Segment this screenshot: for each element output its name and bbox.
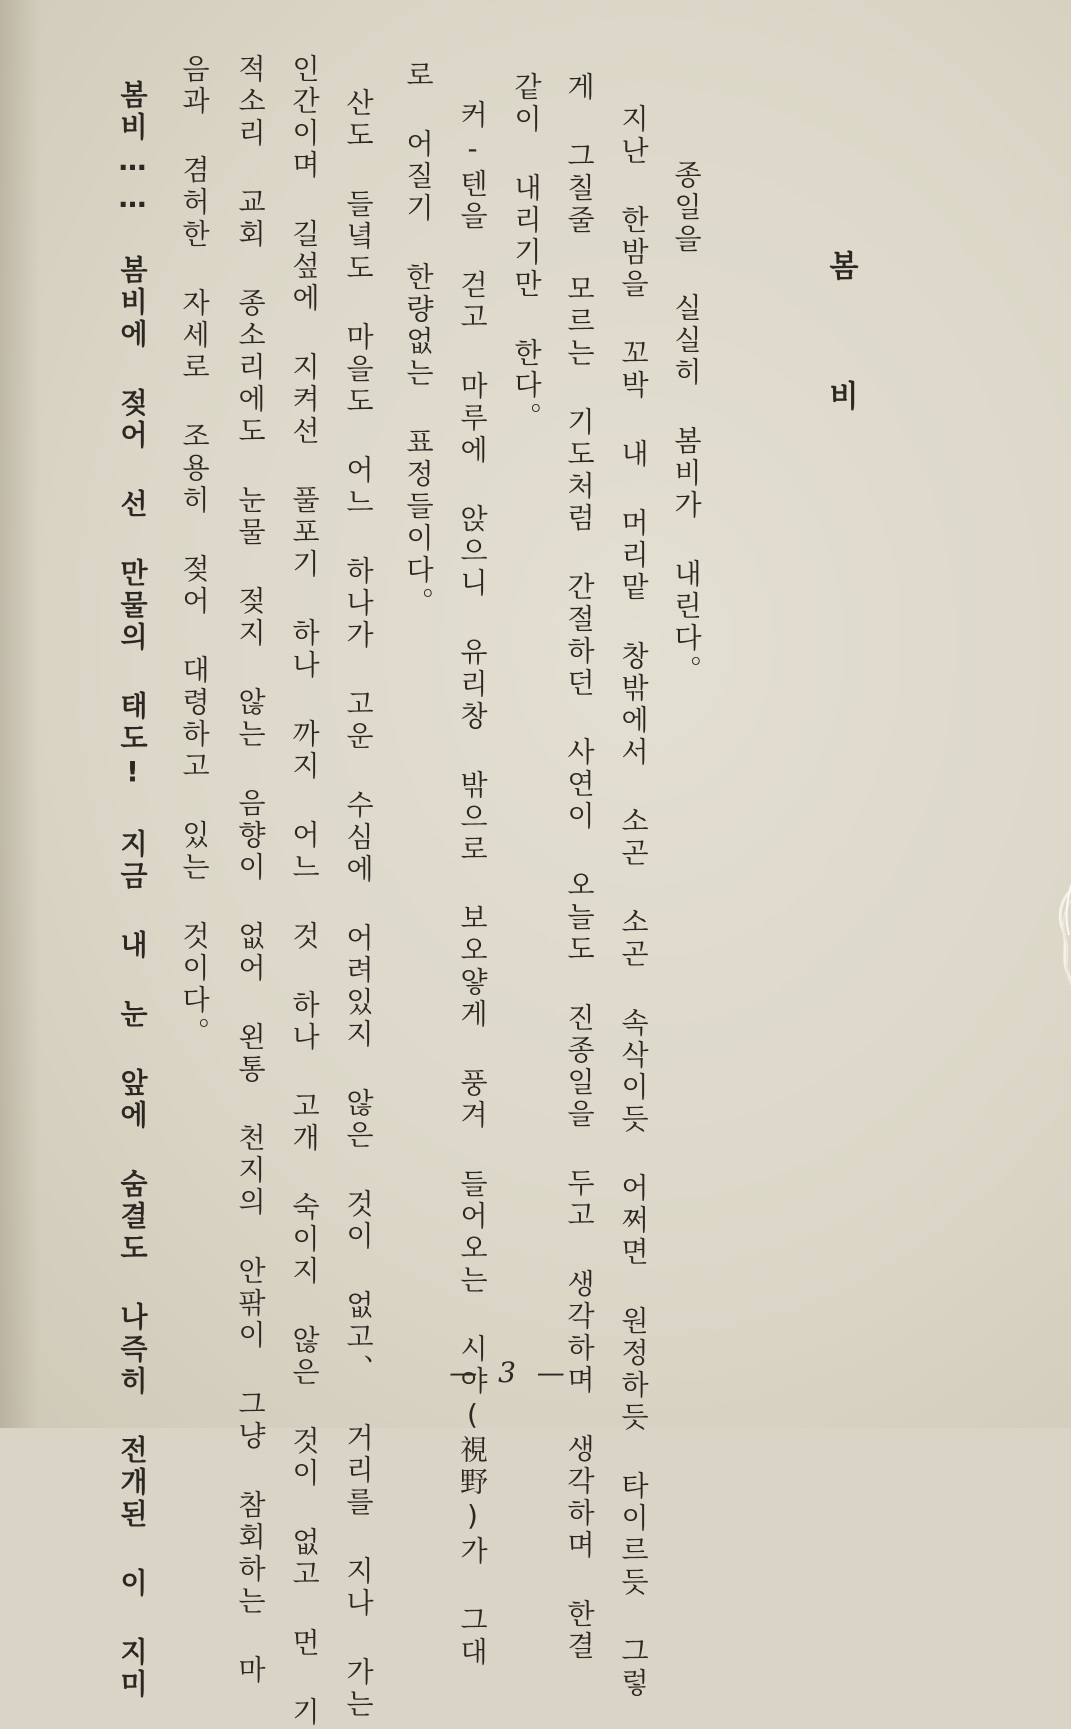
essay-title: 봄비 <box>823 250 858 510</box>
text-column-6: 로 어질기 한량없는 표정들이다。 <box>402 60 435 619</box>
text-column-1: 종일을 실실히 봄비가 내린다。 <box>670 160 703 687</box>
text-column-10: 음과 겸허한 자세로 조용히 젖어 대령하고 있는 것이다。 <box>178 54 211 1049</box>
text-column-5: 커-텐을 걷고 마루에 앉으니 유리창 밖으로 보오얗게 풍겨 들어오는 시야(視野)가 그대 <box>456 100 489 1669</box>
text-column-3: 게 그칠줄 모르는 기도처럼 간절하던 사연이 오늘도 진종일을 두고 생각하며 생각하며 한결 <box>563 72 596 1663</box>
text-column-7: 산도 들녘도 마을도 어느 하나가 고운 수심에 어려있지 않은 것이 없고、 거리를 지나 가는 <box>342 88 375 1721</box>
text-column-2: 지난 한밤을 꼬박 내 머리맡 창밖에서 소곤 소곤 속삭이듯 어쩌면 원정하듯 타이르듯 그렇 <box>617 104 650 1700</box>
text-column-4: 같이 내리기만 한다。 <box>510 72 543 434</box>
page-number: — 3 — <box>449 1356 571 1389</box>
text-column-11: 봄비…… 봄비에 젖어 선 만물의 태도! 지금 내 눈 앞에 숨결도 나즉히 전개된 이 지미 <box>116 80 149 1701</box>
text-column-8: 인간이며 길섶에 지켜선 풀포기 하나 까지 어느 것 하나 고개 숙이지 않은 것이 없고 먼 기 <box>288 54 321 1729</box>
binding-thread <box>1031 880 1071 990</box>
page-edge-shadow <box>0 0 40 1428</box>
text-column-9: 적소리 교회 종소리에도 눈물 젖지 않는 음향이 없어 왼통 천지의 안팎이 그냥 참회하는 마 <box>234 54 267 1687</box>
